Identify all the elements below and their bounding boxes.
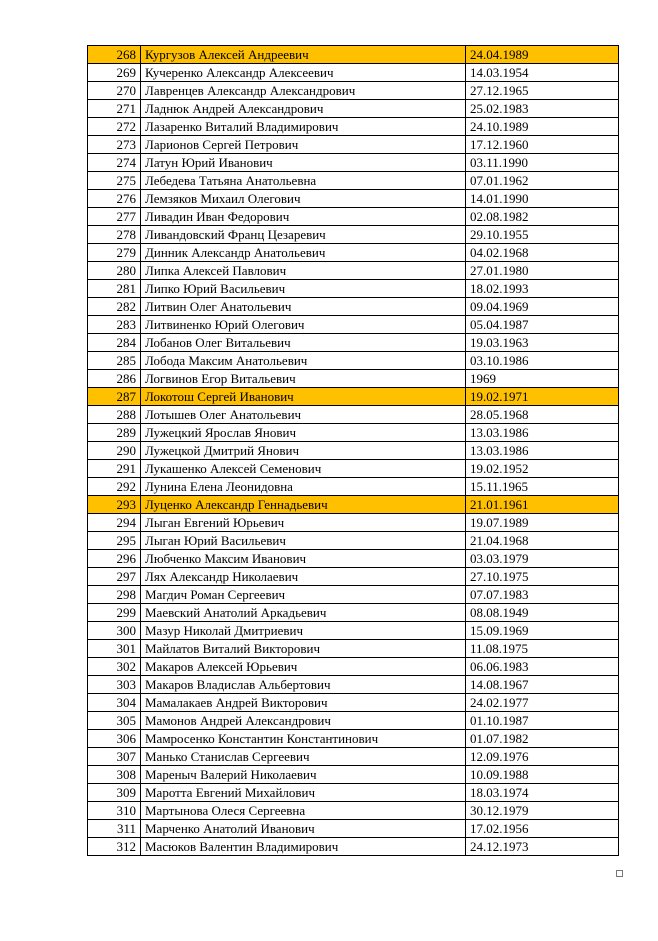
birth-date-cell: 17.12.1960 [466,136,619,154]
full-name-cell: Лукашенко Алексей Семенович [141,460,466,478]
birth-date-cell: 15.11.1965 [466,478,619,496]
row-number-cell: 273 [88,136,141,154]
table-row [88,100,619,118]
birth-date-cell: 19.02.1952 [466,460,619,478]
birth-date-cell: 11.08.1975 [466,640,619,658]
row-number-cell: 278 [88,226,141,244]
birth-date-cell: 24.12.1973 [466,838,619,856]
birth-date-cell: 24.04.1989 [466,46,619,64]
row-number-cell: 274 [88,154,141,172]
full-name-cell: Макаров Владислав Альбертович [141,676,466,694]
full-name-cell: Маротта Евгений Михайлович [141,784,466,802]
birth-date-cell: 01.10.1987 [466,712,619,730]
full-name-cell: Лебедева Татьяна Анатольевна [141,172,466,190]
birth-date-cell: 27.10.1975 [466,568,619,586]
birth-date-cell: 06.06.1983 [466,658,619,676]
birth-date-cell: 09.04.1969 [466,298,619,316]
table-row [88,172,619,190]
full-name-cell: Липко Юрий Васильевич [141,280,466,298]
full-name-cell: Луценко Александр Геннадьевич [141,496,466,514]
row-number-cell: 307 [88,748,141,766]
table-row [88,532,619,550]
birth-date-cell: 04.02.1968 [466,244,619,262]
row-number-cell: 305 [88,712,141,730]
birth-date-cell: 13.03.1986 [466,442,619,460]
full-name-cell: Лотышев Олег Анатольевич [141,406,466,424]
full-name-cell: Лобода Максим Анатольевич [141,352,466,370]
table-resize-handle[interactable] [616,870,623,877]
full-name-cell: Мазур Николай Дмитриевич [141,622,466,640]
birth-date-cell: 27.12.1965 [466,82,619,100]
birth-date-cell: 02.08.1982 [466,208,619,226]
table-row [88,370,619,388]
table-row [88,460,619,478]
table-row [88,334,619,352]
full-name-cell: Мамонов Андрей Александрович [141,712,466,730]
row-number-cell: 297 [88,568,141,586]
row-number-cell: 301 [88,640,141,658]
full-name-cell: Мартынова Олеся Сергеевна [141,802,466,820]
row-number-cell: 283 [88,316,141,334]
row-number-cell: 272 [88,118,141,136]
birth-date-cell: 08.08.1949 [466,604,619,622]
row-number-cell: 303 [88,676,141,694]
full-name-cell: Лавренцев Александр Александрович [141,82,466,100]
row-number-cell: 285 [88,352,141,370]
table-row [88,748,619,766]
birth-date-cell: 19.02.1971 [466,388,619,406]
persons-table-body [88,46,619,856]
full-name-cell: Лях Александр Николаевич [141,568,466,586]
table-row [88,802,619,820]
row-number-cell: 287 [88,388,141,406]
table-row [88,838,619,856]
birth-date-cell: 13.03.1986 [466,424,619,442]
row-number-cell: 296 [88,550,141,568]
table-row [88,442,619,460]
row-number-cell: 286 [88,370,141,388]
birth-date-cell: 14.03.1954 [466,64,619,82]
row-number-cell: 288 [88,406,141,424]
birth-date-cell: 14.08.1967 [466,676,619,694]
birth-date-cell: 19.03.1963 [466,334,619,352]
table-row [88,424,619,442]
row-number-cell: 269 [88,64,141,82]
full-name-cell: Любченко Максим Иванович [141,550,466,568]
full-name-cell: Ладнюк Андрей Александрович [141,100,466,118]
row-number-cell: 270 [88,82,141,100]
full-name-cell: Ларионов Сергей Петрович [141,136,466,154]
table-row [88,514,619,532]
birth-date-cell: 18.02.1993 [466,280,619,298]
row-number-cell: 281 [88,280,141,298]
table-row [88,298,619,316]
full-name-cell: Ливадин Иван Федорович [141,208,466,226]
full-name-cell: Лобанов Олег Витальевич [141,334,466,352]
table-row [88,550,619,568]
row-number-cell: 310 [88,802,141,820]
table-row [88,568,619,586]
row-number-cell: 304 [88,694,141,712]
birth-date-cell: 19.07.1989 [466,514,619,532]
table-row [88,46,619,64]
full-name-cell: Лужецкий Ярослав Янович [141,424,466,442]
row-number-cell: 277 [88,208,141,226]
full-name-cell: Мареныч Валерий Николаевич [141,766,466,784]
row-number-cell: 299 [88,604,141,622]
full-name-cell: Лунина Елена Леонидовна [141,478,466,496]
birth-date-cell: 10.09.1988 [466,766,619,784]
table-row [88,478,619,496]
row-number-cell: 284 [88,334,141,352]
birth-date-cell: 1969 [466,370,619,388]
table-row [88,388,619,406]
row-number-cell: 309 [88,784,141,802]
birth-date-cell: 15.09.1969 [466,622,619,640]
full-name-cell: Латун Юрий Иванович [141,154,466,172]
table-row [88,190,619,208]
row-number-cell: 279 [88,244,141,262]
full-name-cell: Масюков Валентин Владимирович [141,838,466,856]
row-number-cell: 292 [88,478,141,496]
birth-date-cell: 24.02.1977 [466,694,619,712]
full-name-cell: Липка Алексей Павлович [141,262,466,280]
full-name-cell: Магдич Роман Сергеевич [141,586,466,604]
birth-date-cell: 03.10.1986 [466,352,619,370]
row-number-cell: 268 [88,46,141,64]
full-name-cell: Лемзяков Михаил Олегович [141,190,466,208]
table-row [88,136,619,154]
full-name-cell: Ливандовский Франц Цезаревич [141,226,466,244]
full-name-cell: Локотош Сергей Иванович [141,388,466,406]
row-number-cell: 294 [88,514,141,532]
birth-date-cell: 28.05.1968 [466,406,619,424]
row-number-cell: 311 [88,820,141,838]
full-name-cell: Марченко Анатолий Иванович [141,820,466,838]
table-row [88,712,619,730]
row-number-cell: 293 [88,496,141,514]
birth-date-cell: 30.12.1979 [466,802,619,820]
row-number-cell: 271 [88,100,141,118]
table-row [88,208,619,226]
table-row [88,118,619,136]
table-row [88,694,619,712]
table-row [88,244,619,262]
row-number-cell: 302 [88,658,141,676]
full-name-cell: Лыган Евгений Юрьевич [141,514,466,532]
birth-date-cell: 21.01.1961 [466,496,619,514]
full-name-cell: Логвинов Егор Витальевич [141,370,466,388]
birth-date-cell: 03.11.1990 [466,154,619,172]
birth-date-cell: 01.07.1982 [466,730,619,748]
full-name-cell: Маевский Анатолий Аркадьевич [141,604,466,622]
table-row [88,658,619,676]
table-row [88,784,619,802]
table-row [88,280,619,298]
table-row [88,622,619,640]
birth-date-cell: 18.03.1974 [466,784,619,802]
table-row [88,604,619,622]
full-name-cell: Литвин Олег Анатольевич [141,298,466,316]
birth-date-cell: 07.01.1962 [466,172,619,190]
birth-date-cell: 07.07.1983 [466,586,619,604]
row-number-cell: 308 [88,766,141,784]
birth-date-cell: 21.04.1968 [466,532,619,550]
row-number-cell: 280 [88,262,141,280]
table-row [88,496,619,514]
persons-table [87,45,619,856]
table-row [88,64,619,82]
row-number-cell: 276 [88,190,141,208]
table-row [88,586,619,604]
row-number-cell: 300 [88,622,141,640]
birth-date-cell: 05.04.1987 [466,316,619,334]
table-row [88,154,619,172]
table-row [88,730,619,748]
full-name-cell: Динник Александр Анатольевич [141,244,466,262]
birth-date-cell: 12.09.1976 [466,748,619,766]
row-number-cell: 295 [88,532,141,550]
full-name-cell: Лыган Юрий Васильевич [141,532,466,550]
birth-date-cell: 17.02.1956 [466,820,619,838]
birth-date-cell: 27.01.1980 [466,262,619,280]
birth-date-cell: 14.01.1990 [466,190,619,208]
row-number-cell: 275 [88,172,141,190]
birth-date-cell: 03.03.1979 [466,550,619,568]
birth-date-cell: 29.10.1955 [466,226,619,244]
row-number-cell: 298 [88,586,141,604]
row-number-cell: 282 [88,298,141,316]
full-name-cell: Манько Станислав Сергеевич [141,748,466,766]
full-name-cell: Лужецкой Дмитрий Янович [141,442,466,460]
birth-date-cell: 25.02.1983 [466,100,619,118]
table-row [88,316,619,334]
row-number-cell: 312 [88,838,141,856]
row-number-cell: 289 [88,424,141,442]
row-number-cell: 290 [88,442,141,460]
table-row [88,262,619,280]
full-name-cell: Мамалакаев Андрей Викторович [141,694,466,712]
table-row [88,820,619,838]
full-name-cell: Мамросенко Константин Константинович [141,730,466,748]
table-row [88,406,619,424]
table-row [88,82,619,100]
full-name-cell: Майлатов Виталий Викторович [141,640,466,658]
table-row [88,640,619,658]
row-number-cell: 291 [88,460,141,478]
table-row [88,352,619,370]
full-name-cell: Лазаренко Виталий Владимирович [141,118,466,136]
full-name-cell: Литвиненко Юрий Олегович [141,316,466,334]
table-row [88,226,619,244]
row-number-cell: 306 [88,730,141,748]
table-row [88,766,619,784]
full-name-cell: Кургузов Алексей Андреевич [141,46,466,64]
birth-date-cell: 24.10.1989 [466,118,619,136]
full-name-cell: Кучеренко Александр Алексеевич [141,64,466,82]
table-row [88,676,619,694]
full-name-cell: Макаров Алексей Юрьевич [141,658,466,676]
